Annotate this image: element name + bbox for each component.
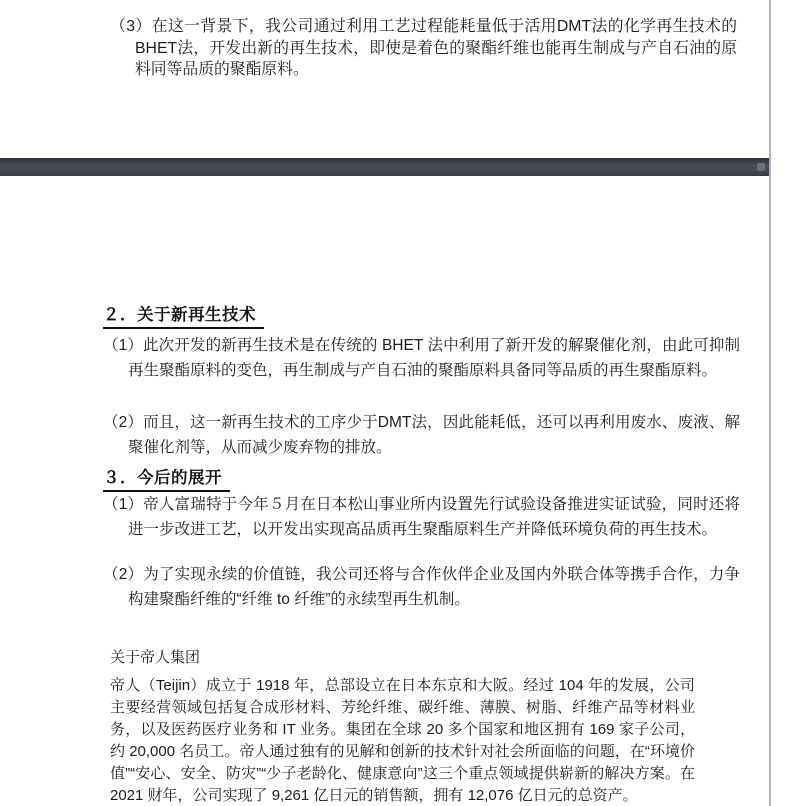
paragraph-text: 帝人富瑞特于今年５月在日本松山事业所内设置先行试验设备推进实证试验，同时还将进一步改进工艺，以开发出实现高品质再生聚酯原料生产并降低环境负荷的再生技术。: [128, 496, 740, 538]
paragraph-marker: （2）: [103, 414, 144, 431]
paragraph-text: 而且，这一新再生技术的工序少于DMT法，因此能耗低，还可以再利用废水、废液、解聚催化剂等，从而减少废弃物的排放。: [128, 414, 741, 456]
page-right-edge-line: [769, 0, 771, 806]
page1-paragraph-3: [110, 16, 737, 81]
paragraph-marker: （1）: [103, 496, 144, 513]
paragraph-text: 为了实现永续的价值链，我公司还将与合作伙伴企业及国内外联合体等携手合作，力争构建聚酯纤维的“纤维 to 纤维”的永续型再生机制。: [128, 566, 740, 608]
page-1: [0, 0, 770, 158]
paragraph-marker: （1）: [103, 337, 144, 354]
about-teijin-title: 关于帝人集团: [110, 649, 201, 666]
section-2-item-1: [103, 333, 740, 383]
section-2-heading-text: ２．关于新再生技术: [103, 301, 264, 329]
section-3-item-1: [103, 492, 740, 542]
section-2-heading: [103, 301, 264, 329]
section-3-item-2: [103, 562, 740, 612]
paragraph-text: 此次开发的新再生技术是在传统的 BHET 法中利用了新开发的解聚催化剂，由此可抑制再生聚酯原料的变色，再生制成与产自石油的聚酯原料具备同等品质的再生聚酯原料。: [128, 337, 740, 379]
page-gap-grip-icon: [757, 163, 765, 171]
page-gap-separator: [0, 158, 770, 176]
paragraph-text: 在这一背景下，我公司通过利用工艺过程能耗量低于活用DMT法的化学再生技术的BHET法，开发出新的再生技术，即使是着色的聚酯纤维也能再生制成与产自石油的原料同等品质的聚酯原料。: [135, 18, 737, 78]
paragraph-marker: （2）: [103, 566, 144, 583]
paragraph-marker: （3）: [110, 18, 152, 35]
page-2: [0, 176, 770, 806]
section-2-item-2: [103, 410, 740, 460]
section-3-heading: [103, 464, 230, 492]
about-teijin-body: 帝人（Teijin）成立于 1918 年，总部设立在日本东京和大阪。经过 104 年的发展，公司主要经营领域包括复合成形材料、芳纶纤维、碳纤维、薄膜、树脂、纤维产品等材料业务，以及医药医疗业务和 IT 业务。集团在全球 20 多个国家和地区拥有 169 家子公司，约 20,000 名员工。帝人通过独有的见解和创新的技术针对社会所面临的问题，在“环境价值”“安心、安全、防灾”“少子老龄化、健康意向”这三个重点领域提供崭新的解决方案。在 2021 财年，公司实现了 9,261 亿日元的销售额，拥有 12,076 亿日元的总资产。: [110, 677, 695, 804]
section-3-heading-text: ３．今后的展开: [103, 464, 230, 492]
